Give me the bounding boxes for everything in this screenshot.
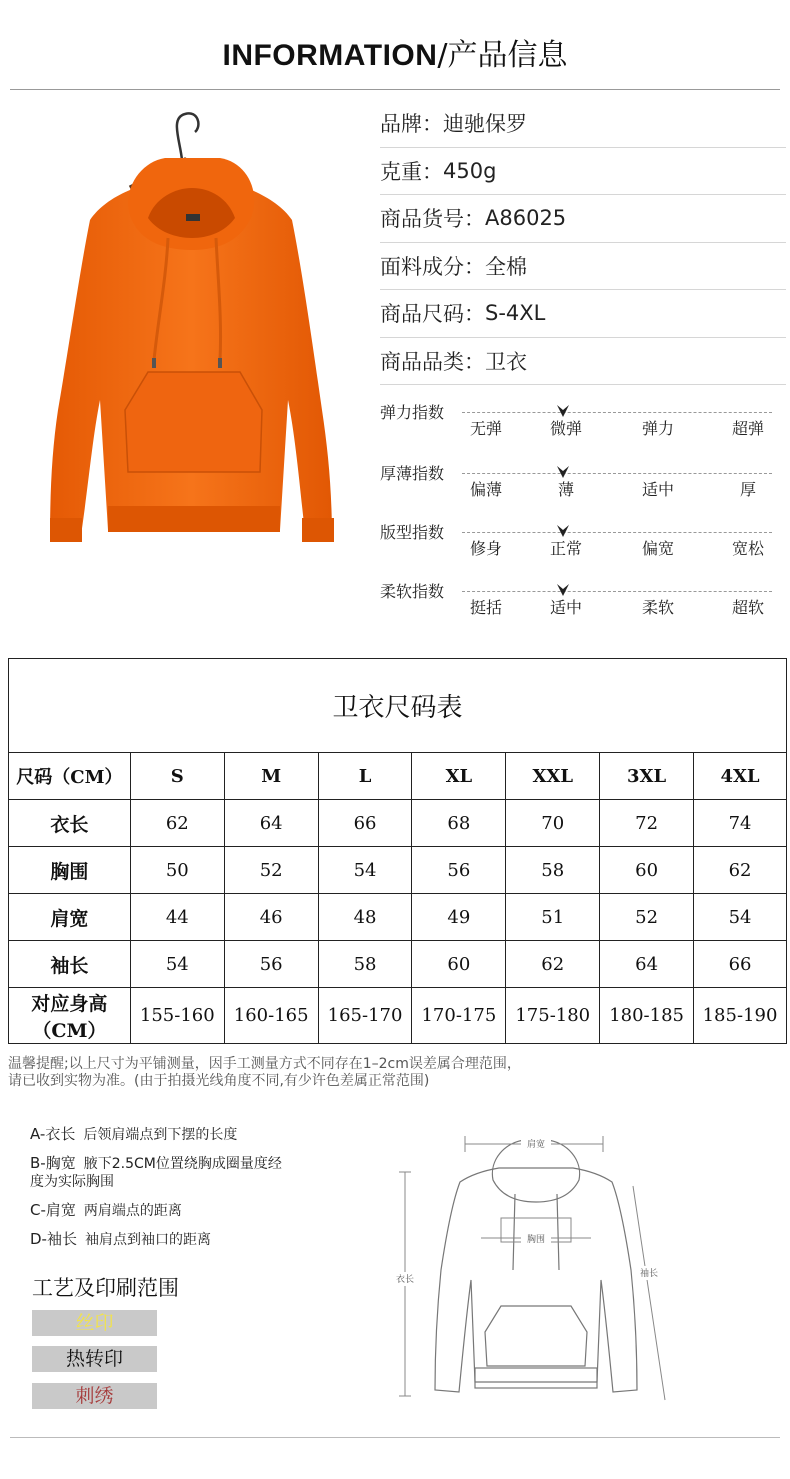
header-cell: L <box>318 753 412 800</box>
measurement-item <box>30 1201 330 1220</box>
measurement-desc: 后领肩端点到下摆的长度 <box>83 1127 238 1143</box>
table-cell: 58 <box>506 847 600 894</box>
size-table-title: 卫衣尺码表 <box>9 659 787 753</box>
table-cell: 56 <box>412 847 506 894</box>
measurement-item <box>30 1230 330 1249</box>
spec-value: 迪驰保罗 <box>443 112 527 137</box>
spec-row <box>380 195 786 243</box>
header-cell: M <box>224 753 318 800</box>
table-cell: 72 <box>600 800 694 847</box>
table-cell: 64 <box>224 800 318 847</box>
table-cell: 52 <box>600 894 694 941</box>
header-cell: XL <box>412 753 506 800</box>
index-thickness <box>380 461 780 517</box>
table-cell: 54 <box>130 941 224 988</box>
index-option: 挺括 <box>469 598 502 617</box>
measurement-item <box>30 1125 330 1144</box>
table-header-row <box>9 753 787 800</box>
row-label-line: （CM） <box>32 1019 107 1042</box>
spec-list <box>380 100 786 385</box>
index-label: 版型指数 <box>380 523 445 542</box>
page-title-en: INFORMATION <box>222 39 438 72</box>
size-table <box>8 658 787 1044</box>
spec-key: 商品尺码： <box>380 302 485 327</box>
index-label: 柔软指数 <box>380 582 445 601</box>
index-option: 正常 <box>549 539 582 558</box>
table-cell: 185-190 <box>694 988 787 1044</box>
spec-key: 商品货号： <box>380 207 485 232</box>
table-row <box>9 941 787 988</box>
index-option: 柔软 <box>641 598 674 617</box>
diagram-sleeve-label: 袖长 <box>639 1269 659 1279</box>
index-option: 微弹 <box>549 419 582 438</box>
measure-notice <box>8 1056 788 1090</box>
table-row <box>9 847 787 894</box>
row-label: 肩宽 <box>9 894 131 941</box>
measurement-item <box>30 1154 290 1191</box>
table-cell: 62 <box>506 941 600 988</box>
index-option: 弹力 <box>641 419 674 438</box>
spec-key: 面料成分： <box>380 254 485 279</box>
index-scale <box>462 473 772 474</box>
spec-value: 卫衣 <box>485 349 527 374</box>
table-cell: 60 <box>412 941 506 988</box>
header-cell: 4XL <box>694 753 787 800</box>
index-option: 厚 <box>739 480 756 499</box>
craft-title: 工艺及印刷范围 <box>32 1276 179 1300</box>
spec-row <box>380 148 786 196</box>
index-scale <box>462 591 772 592</box>
table-cell: 51 <box>506 894 600 941</box>
index-option: 偏宽 <box>641 539 674 558</box>
table-cell: 50 <box>130 847 224 894</box>
measurement-desc: 两肩端点的距离 <box>83 1203 182 1219</box>
row-label: 袖长 <box>9 941 131 988</box>
spec-key: 克重： <box>380 159 443 184</box>
spec-row <box>380 243 786 291</box>
craft-embroidery: 刺绣 <box>32 1383 157 1409</box>
size-table-wrap <box>8 658 787 1044</box>
table-cell: 49 <box>412 894 506 941</box>
table-cell: 66 <box>318 800 412 847</box>
spec-row <box>380 100 786 148</box>
header-cell: XXL <box>506 753 600 800</box>
row-label: 胸围 <box>9 847 131 894</box>
spec-value: S-4XL <box>485 301 546 326</box>
index-option: 适中 <box>549 598 582 617</box>
index-option: 修身 <box>469 539 502 558</box>
header-cell: 尺码（CM） <box>9 753 131 800</box>
spec-row <box>380 338 786 386</box>
table-cell: 165-170 <box>318 988 412 1044</box>
index-option: 超软 <box>731 598 764 617</box>
measurement-code: D-袖长 <box>30 1230 77 1248</box>
hanger-icon <box>177 113 199 160</box>
row-label-line: 对应身高 <box>31 992 108 1015</box>
notice-line: 请已收到实物为准。(由于拍摄光线角度不同,有少许色差属正常范围) <box>8 1073 430 1089</box>
spec-row <box>380 290 786 338</box>
table-cell: 62 <box>694 847 787 894</box>
table-row <box>9 894 787 941</box>
page-title <box>0 30 790 74</box>
table-cell: 180-185 <box>600 988 694 1044</box>
table-cell: 66 <box>694 941 787 988</box>
table-cell: 70 <box>506 800 600 847</box>
table-cell: 58 <box>318 941 412 988</box>
spec-key: 品牌： <box>380 112 443 137</box>
diagram-length-label: 衣长 <box>395 1275 415 1285</box>
index-option: 偏薄 <box>469 480 502 499</box>
spec-value: A86025 <box>485 206 567 231</box>
measurement-desc: 腋下2.5CM位置绕胸成圈量度经度为实际胸围 <box>30 1156 282 1190</box>
table-cell: 56 <box>224 941 318 988</box>
header-cell: S <box>130 753 224 800</box>
table-cell: 170-175 <box>412 988 506 1044</box>
index-option: 超弹 <box>731 419 764 438</box>
hoodie-photo <box>30 110 350 550</box>
table-cell: 54 <box>318 847 412 894</box>
diagram-chest-label: 胸围 <box>526 1235 546 1245</box>
table-row <box>9 800 787 847</box>
table-cell: 54 <box>694 894 787 941</box>
table-cell: 52 <box>224 847 318 894</box>
table-row <box>9 988 787 1044</box>
spec-value: 450g <box>443 158 497 183</box>
measurement-code: B-胸宽 <box>30 1154 76 1172</box>
index-label: 弹力指数 <box>380 403 445 422</box>
craft-silk-screen: 丝印 <box>32 1310 157 1336</box>
row-label: 衣长 <box>9 800 131 847</box>
spec-key: 商品品类： <box>380 349 485 374</box>
bottom-divider <box>10 1437 780 1438</box>
table-cell: 68 <box>412 800 506 847</box>
table-cell: 62 <box>130 800 224 847</box>
diagram-shoulder-label: 肩宽 <box>526 1140 546 1150</box>
notice-line: 温馨提醒;以上尺寸为平铺测量，因手工测量方式不同存在1–2cm误差属合理范围， <box>8 1056 521 1072</box>
table-cell: 155-160 <box>130 988 224 1044</box>
title-bar <box>0 0 790 90</box>
table-cell: 46 <box>224 894 318 941</box>
index-fit <box>380 520 780 576</box>
measurement-code: C-肩宽 <box>30 1201 76 1219</box>
header-cell: 3XL <box>600 753 694 800</box>
measurement-list <box>30 1125 330 1259</box>
table-cell: 175-180 <box>506 988 600 1044</box>
table-cell: 74 <box>694 800 787 847</box>
index-option: 适中 <box>641 480 674 499</box>
spec-value: 全棉 <box>485 254 527 279</box>
table-cell: 44 <box>130 894 224 941</box>
index-scale <box>462 412 772 413</box>
table-cell: 160-165 <box>224 988 318 1044</box>
table-cell: 64 <box>600 941 694 988</box>
row-label <box>9 988 131 1044</box>
index-elasticity <box>380 400 780 456</box>
index-scale <box>462 532 772 533</box>
measurement-code: A-衣长 <box>30 1125 76 1143</box>
page-title-cn: /产品信息 <box>437 38 568 73</box>
table-cell: 48 <box>318 894 412 941</box>
index-option: 无弹 <box>469 419 502 438</box>
index-label: 厚薄指数 <box>380 464 445 483</box>
craft-heat-transfer: 热转印 <box>32 1346 157 1372</box>
index-option: 宽松 <box>731 539 764 558</box>
title-divider <box>10 89 780 90</box>
index-option: 薄 <box>557 480 574 499</box>
index-softness <box>380 579 780 635</box>
measurement-desc: 袖肩点到袖口的距离 <box>84 1232 211 1248</box>
measurement-diagram <box>385 1120 685 1420</box>
table-cell: 60 <box>600 847 694 894</box>
